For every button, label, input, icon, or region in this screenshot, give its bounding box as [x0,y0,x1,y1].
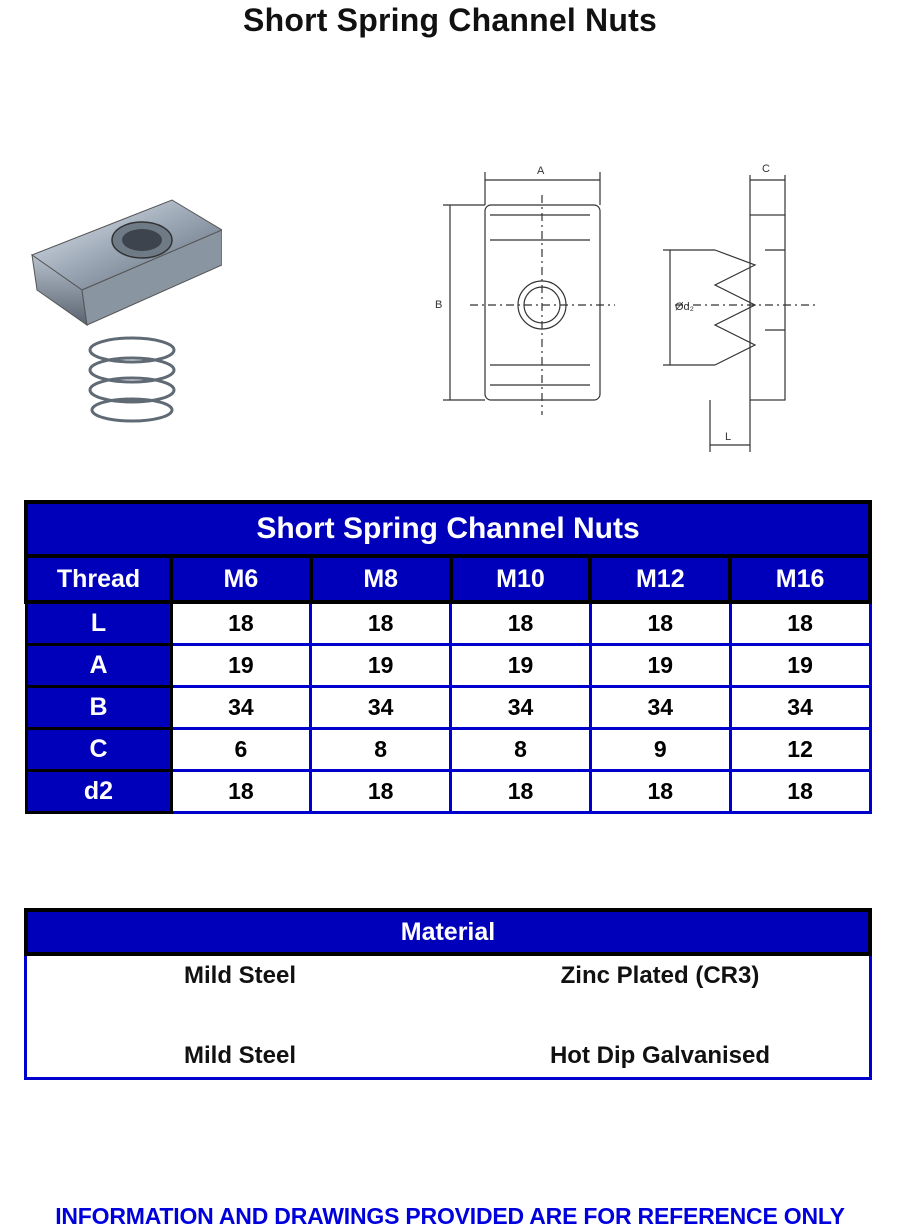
table-row [26,644,870,686]
table-cell: 8 [311,728,451,770]
dimension-d2-label: Ød₂ [675,301,694,313]
table-cell: 34 [311,686,451,728]
table-cell: 18 [730,770,870,812]
header-thread: Thread [26,556,171,602]
table-cell: 18 [311,602,451,644]
row-label: A [26,644,171,686]
header-col: M8 [311,556,451,602]
table-cell: 18 [171,770,311,812]
table-cell: 18 [590,602,730,644]
header-col: M16 [730,556,870,602]
table-cell: 34 [590,686,730,728]
header-col: M6 [171,556,311,602]
row-label: C [26,728,171,770]
table-cell: 19 [311,644,451,686]
header-col: M10 [451,556,591,602]
table-cell: 12 [730,728,870,770]
table-cell: 8 [451,728,591,770]
table-row [26,728,870,770]
material-title: Material [24,908,872,956]
table-cell: 18 [451,602,591,644]
table-cell: 34 [171,686,311,728]
dimension-l-label: L [725,431,732,443]
table-row [26,770,870,812]
technical-drawing [425,160,825,460]
reference-disclaimer: INFORMATION AND DRAWINGS PROVIDED ARE FOR REFERENCE ONLY [55,1203,845,1229]
page-title: Short Spring Channel Nuts [243,2,657,38]
table-cell: 34 [451,686,591,728]
table-cell: 19 [171,644,311,686]
table-cell: 6 [171,728,311,770]
header-col: M12 [590,556,730,602]
material-finish: Zinc Plated (CR3) [560,962,760,989]
table-cell: 18 [171,602,311,644]
material-name: Mild Steel [183,962,297,989]
material-name: Mild Steel [183,1042,297,1069]
material-finish: Hot Dip Galvanised [549,1042,771,1069]
table-cell: 18 [590,770,730,812]
spec-table-title: Short Spring Channel Nuts [26,502,870,556]
table-cell: 19 [590,644,730,686]
row-label: d2 [26,770,171,812]
table-cell: 19 [451,644,591,686]
table-cell: 18 [730,602,870,644]
row-label: B [26,686,171,728]
table-cell: 19 [730,644,870,686]
table-cell: 34 [730,686,870,728]
row-label: L [26,602,171,644]
table-row [26,686,870,728]
product-photo [22,190,222,440]
table-cell: 18 [311,770,451,812]
dimension-a-label: A [537,165,545,177]
spec-table [24,500,872,814]
table-cell: 9 [590,728,730,770]
dimension-c-label: C [762,163,770,175]
table-row [26,602,870,644]
table-cell: 18 [451,770,591,812]
dimension-b-label: B [435,299,443,311]
table-header-row [26,556,870,602]
